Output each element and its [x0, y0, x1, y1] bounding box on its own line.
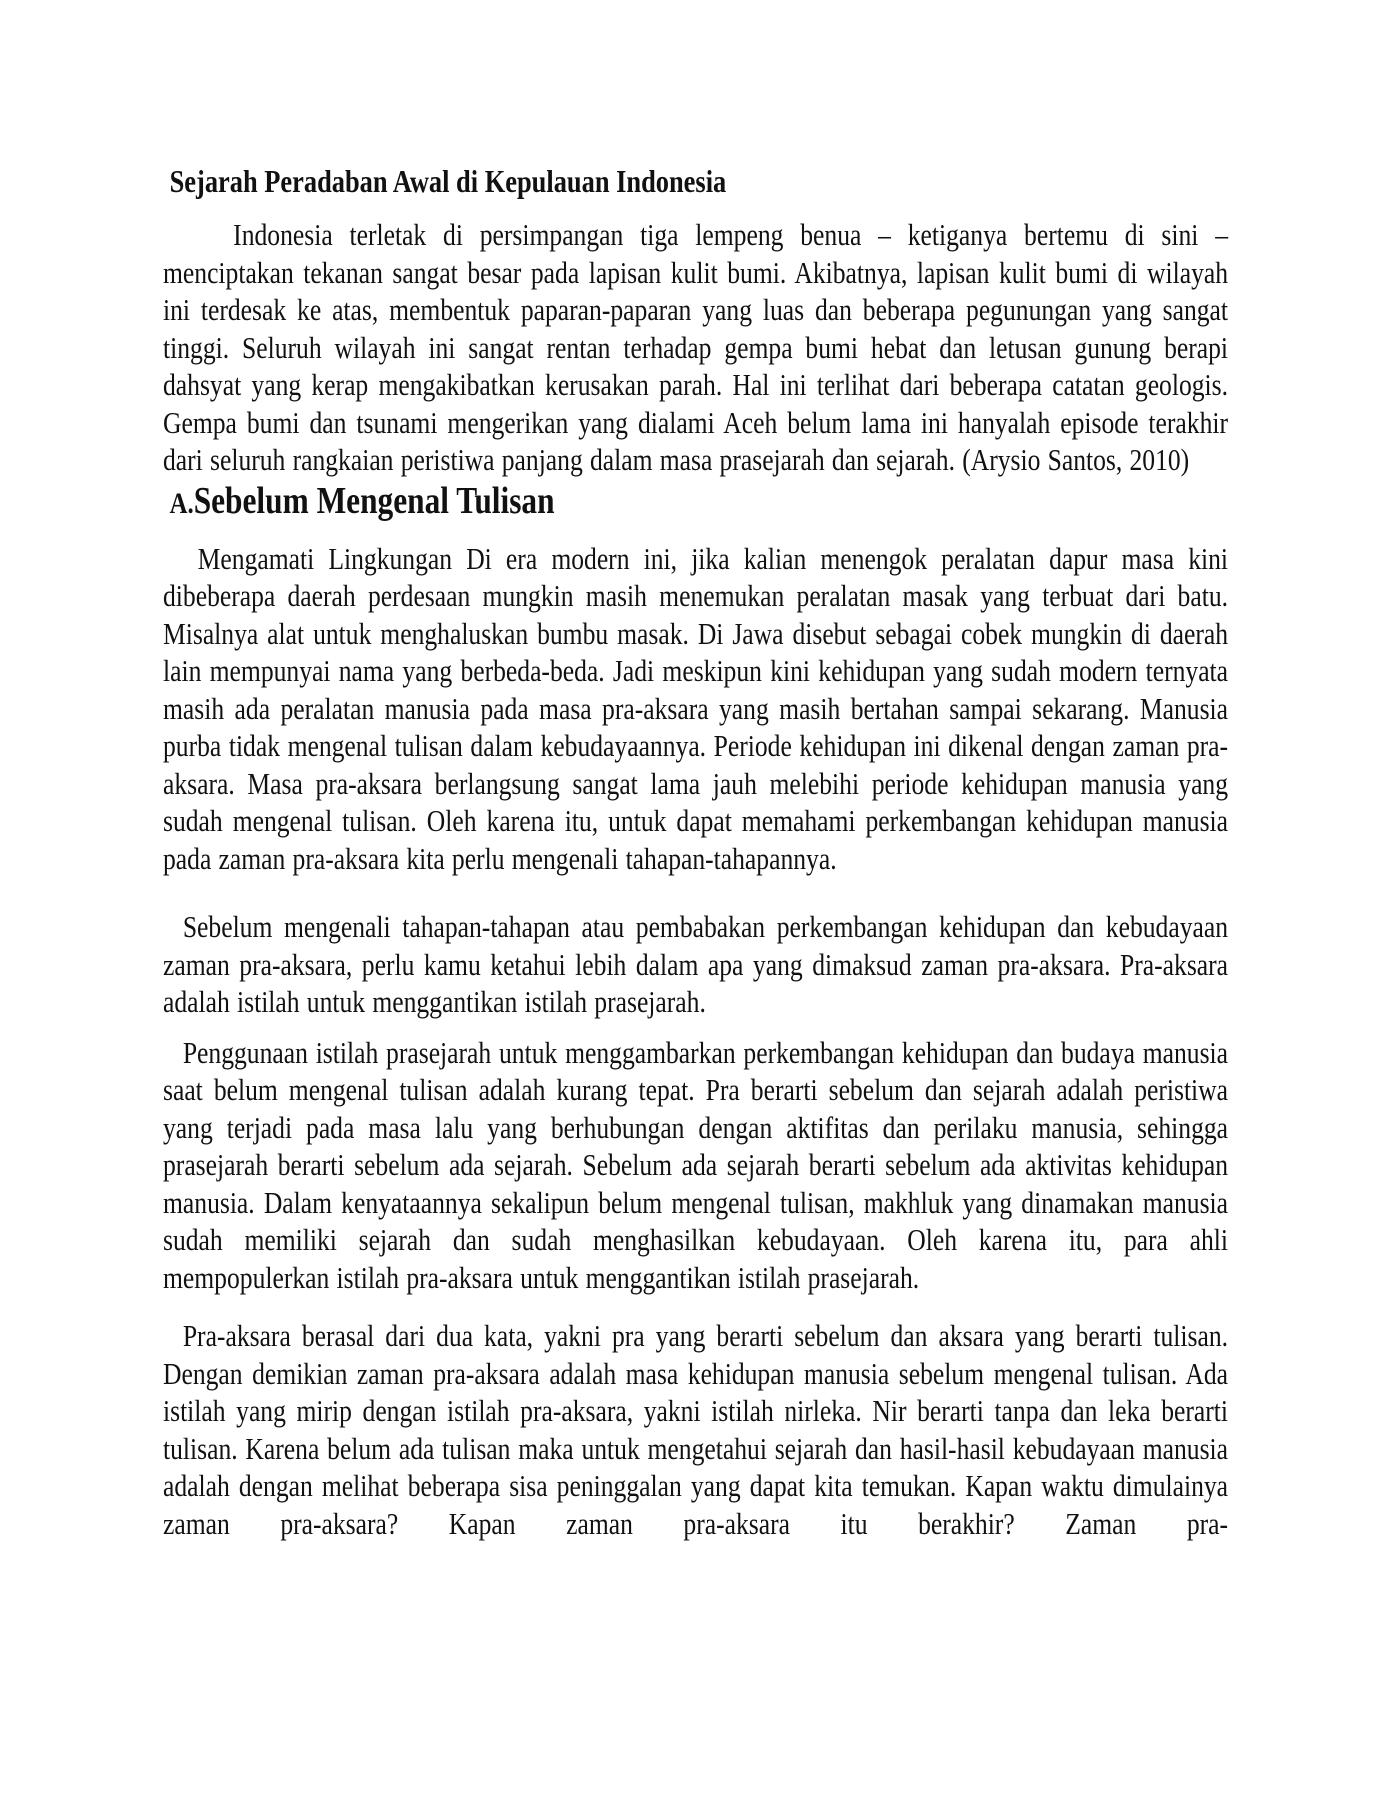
body-paragraph: Pra-aksara berasal dari dua kata, yakni pra yang berarti sebelum dan aksara yang berarti tulisan. Dengan demikian zaman pra-aksara adalah masa kehidupan manusia sebelum mengenal tulisan. Ada istilah yang mirip dengan istilah pra-aksara, yakni istilah nirleka. Nir berarti tanpa dan leka berarti tulisan. Karena belum ada tulisan maka untuk mengetahui sejarah dan hasil-hasil kebudayaan manusia adalah dengan melihat beberapa sisa peninggalan yang dapat kita temukan. Kapan waktu dimulainya zaman pra-aksara? Kapan zaman pra-aksara itu berakhir? Zaman pra- — [163, 1318, 1229, 1541]
body-paragraph: Sebelum mengenali tahapan-tahapan atau pembabakan perkembangan kehidupan dan kebudayaan zaman pra-aksara, perlu kamu ketahui lebih dalam apa yang dimaksud zaman pra-aksara. Pra-aksara adalah istilah untuk menggantikan istilah prasejarah. — [163, 909, 1229, 1019]
body-paragraph: Mengamati Lingkungan Di era modern ini, jika kalian menengok peralatan dapur masa kini dibeberapa daerah perdesaan mungkin masih menemukan peralatan masak yang terbuat dari batu. Misalnya alat untuk menghaluskan bumbu masak. Di Jawa disebut sebagai cobek mungkin di daerah lain mempunyai nama yang berbeda-beda. Jadi meskipun kini kehidupan yang sudah modern ternyata masih ada peralatan manusia pada masa pra-aksara yang masih bertahan sampai sekarang. Manusia purba tidak mengenal tulisan dalam kebudayaannya. Periode kehidupan ini dikenal dengan zaman pra-aksara. Masa pra-aksara berlangsung sangat lama jauh melebihi periode kehidupan manusia yang sudah mengenal tulisan. Oleh karena itu, untuk dapat memahami perkembangan kehidupan manusia pada zaman pra-aksara kita perlu mengenali tahapan-tahapannya. — [163, 540, 1229, 876]
section-heading — [163, 479, 1228, 526]
intro-paragraph: Indonesia terletak di persimpangan tiga lempeng benua – ketiganya bertemu di sini – menciptakan tekanan sangat besar pada lapisan kulit bumi. Akibatnya, lapisan kulit bumi di wilayah ini terdesak ke atas, membentuk paparan-paparan yang luas dan beberapa pegunungan yang sangat tinggi. Seluruh wilayah ini sangat rentan terhadap gempa bumi hebat dan letusan gunung berapi dahsyat yang kerap mengakibatkan kerusakan parah. Hal ini terlihat dari beberapa catatan geologis. Gempa bumi dan tsunami mengerikan yang dialami Aceh belum lama ini hanyalah episode terakhir dari seluruh rangkaian peristiwa panjang dalam masa prasejarah dan sejarah. (Arysio Santos, 2010) — [163, 217, 1229, 477]
section-title: Sebelum Mengenal Tulisan — [193, 479, 555, 522]
document-content — [163, 159, 1228, 1542]
document-title: Sejarah Peradaban Awal di Kepulauan Indonesia — [169, 163, 727, 199]
section-label: A. — [169, 486, 194, 520]
body-paragraph: Penggunaan istilah prasejarah untuk menggambarkan perkembangan kehidupan dan budaya manusia saat belum mengenal tulisan adalah kurang tepat. Pra berarti sebelum dan sejarah adalah peristiwa yang terjadi pada masa lalu yang berhubungan dengan aktifitas dan perilaku manusia, sehingga prasejarah berarti sebelum ada sejarah. Sebelum ada sejarah berarti sebelum ada aktivitas kehidupan manusia. Dalam kenyataannya sekalipun belum mengenal tulisan, makhluk yang dinamakan manusia sudah memiliki sejarah dan sudah menghasilkan kebudayaan. Oleh karena itu, para ahli mempopulerkan istilah pra-aksara untuk menggantikan istilah prasejarah. — [163, 1034, 1229, 1295]
